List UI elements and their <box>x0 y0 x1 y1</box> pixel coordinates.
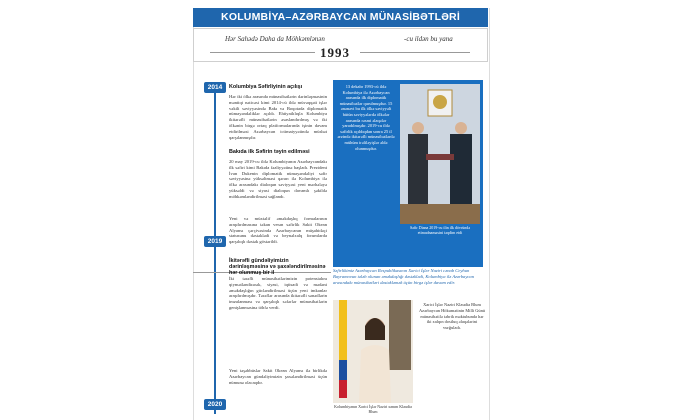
section-text-embassy: Hər iki ölkə arasında münasibətlərin dərinləşməsinin məntiqi nəticəsi kimi 2014-cü ildə müvəqqəti işlər vəkili səviyyəsində Bakı və Boqotada diplomatik nümayəndəliklər açıldı. Ehtiyatlılıqla Kolumbiya ikitərəfli münasibətlərin əsaslandırılmış və iki ölkənin birgə ortaq platformalarında işinin davam etdirilməsi Azərbaycan ictimaiyyətində müsbət qarşılanmışdır. <box>229 94 327 140</box>
since-text: -cu ildən bu yana <box>404 35 453 43</box>
section-heading-embassy: Kolumbiya Səfirliyinin açılışı <box>229 84 303 90</box>
minister-caption: Kolumbiyanın Xarici İşlər Naziri xanım Klaudia Blum <box>334 404 412 414</box>
highlight-text: 13 dekabr 1993-cü ildə Kolumbiya ilə Azərbaycan arasında ilk diplomatik münasibətlər qurulmuşdur. 15 ənənəvi bu ilk ölkə səviyyəli bütün səviyyələrdə ölkələr arasında rəsmi əlaqələr yaradılmışdır. 2019-cu ildə səfirlik açıldıqdan sonra 25 il ərzində ikitərəfli münasibətlərdə mühüm irəliləyişlər əldə olunmuşdur. <box>337 84 395 151</box>
minister-photo-illustration <box>333 300 413 403</box>
document-title: KOLUMBİYA–AZƏRBAYCAN MÜNASİBƏTLƏRİ <box>193 8 488 27</box>
section-text-ambassador: 20 may 2019-cu ildə Kolumbiyanın Azərbaycandakı ilk səfiri kimi Bakıda fəaliyyətinə başladı. Prezident İvan Dukenin diplomatik nümayəndəliyi səfir səviyyəsinə yüksəltməsi qərarı ilə Kolumbiya ilə ölkə arasındakı dialoqun səviyyəsi yeni mərhələyə yüksəldi və siyasi dialoqun davamlı şəkildə möhkəmləndirilməsi sağlandı. <box>229 159 327 199</box>
credentials-photo <box>400 84 480 224</box>
minister-quote: Xarici İşlər Naziri Klaudia Blum Azərbaycan Hökumətinin Milli Günü münasibətilə təbrik məktubunda hər iki xalqın dostluq əlaqələrini vurğuladı. <box>419 302 485 331</box>
founding-year: 1993 <box>320 45 350 60</box>
section-heading-agenda: İkitərəfli gündəliyimizin dərinləşməsinə və şaxələndirilməsinə hər olunmuş bir il <box>229 258 326 276</box>
year-badge-2019: 2019 <box>204 236 226 247</box>
year-badge-2020: 2020 <box>204 399 226 410</box>
minister-photo <box>333 300 413 403</box>
credentials-photo-illustration <box>400 84 480 224</box>
year-badge-2014: 2014 <box>204 82 226 93</box>
section-text-closing: Yeni təşəbbüslər Sakit Okean Alyansı ilə birlikdə Azərbaycan gündəliyimizin şaxələndirilməsi üçün nümunə olacaqdır. <box>229 368 327 385</box>
year-divider-left <box>210 52 315 53</box>
year-divider-right <box>360 52 470 53</box>
timeline-bar <box>214 88 216 414</box>
bayramov-quote: Səfirlikimiz Azərbaycan Respublikasının Xarici İşlər Naziri cənab Ceyhun Bayramovun tələb olunan əməkdaşlığı dəstəklədi, Kolumbiya ilə Azərbaycan arasındakı münasibətləri dəstəkləmək üçün birgə işlər davam edir. <box>333 268 475 285</box>
section-text-cooperation: Yeni və müxtəlif əməkdaşlıq formalarının araşdırılmasına təkan verən səfirlik Sakit Okean Alyansı çərçivəsində Azərbaycanın müşahidəçi statusunu dəstəklədi və beynəlxalq forumlarda qarşılıqlı dəstək göstərildi. <box>229 216 327 245</box>
motto-text: Hər Sahədə Daha da Möhkəmlənən <box>225 35 325 43</box>
section-text-agenda: İki tərəfli münasibətlərimizin potensialını qiymətləndirərək, siyasi, iqtisadi və mədəni əməkdaşlığın gücləndirilməsi üçün yeni imkanlar araşdırılmışdır. Tərəflər arasında ikitərəfli sənədlərin imzalanması və qarşılıqlı səfərlər münasibətlərin genişlənməsinə töhfə verdi. <box>229 276 327 310</box>
credentials-caption: Səfir Diana 2019-cu ilin ilk dövründə etimadnaməsini təqdim etdi <box>409 225 471 235</box>
section-heading-ambassador: Bakıda ilk Səfirin təyin edilməsi <box>229 149 310 155</box>
